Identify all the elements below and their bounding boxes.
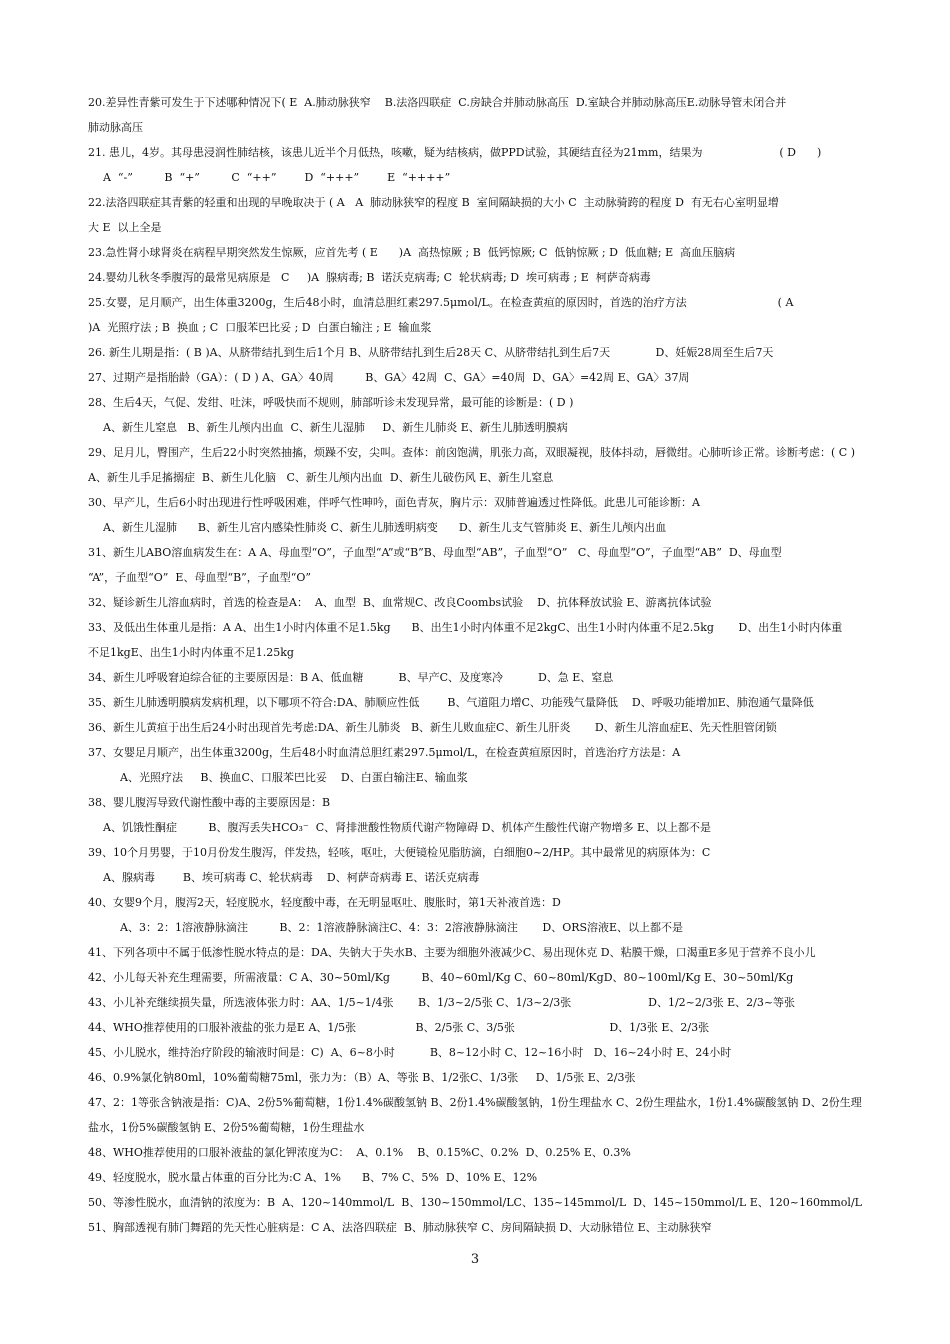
text-line: 26. 新生儿期是指：( B )A、从脐带结扎到生后1个月 B、从脐带结扎到生后28天 C、从脐带结扎到生后7天 D、妊娠28周至生后7天 [88, 346, 774, 359]
text-line: 28、生后4天，气促、发绀、吐沫，呼吸快而不规则，肺部听诊未发现异常，最可能的诊断是：( D ) [88, 396, 574, 409]
text-line: A、光照疗法 B、换血C、口服苯巴比妥 D、白蛋白输注E、输血浆 [120, 771, 468, 784]
text-line: 50、等渗性脱水，血清钠的浓度为：B A、120~140mmol/L B、130~150mmol/LC、135~145mmol/L D、145~150mmol/L E、120~160mmol/L [88, 1196, 862, 1209]
text-line: 45、小儿脱水，维持治疗阶段的输液时间是：C) A、6~8小时 B、8~12小时 C、12~16小时 D、16~24小时 E、24小时 [88, 1046, 732, 1059]
text-line: 47、2：1等张含钠液是指：C)A、2份5%葡萄糖，1份1.4%碳酸氢钠 B、2份1.4%碳酸氢钠，1份生理盐水 C、2份生理盐水，1份1.4%碳酸氢钠 D、2份生理 [88, 1096, 862, 1109]
text-line: 38、婴儿腹泻导致代谢性酸中毒的主要原因是：B [88, 796, 331, 809]
text-line: 24.婴幼儿秋冬季腹泻的最常见病原是 C )A 腺病毒; B 诺沃克病毒; C 轮状病毒; D 埃可病毒 ; E 柯萨奇病毒 [88, 271, 651, 284]
text-line: 36、新生儿黄疸于出生后24小时出现首先考虑:DA、新生儿肺炎 B、新生儿败血症C、新生儿肝炎 D、新生儿溶血症E、先天性胆管闭锁 [88, 721, 777, 734]
text-line: 大 E 以上全是 [88, 221, 162, 234]
text-line: 42、小儿每天补充生理需要，所需液量：C A、30~50ml/Kg B、40~60ml/Kg C、60~80ml/KgD、80~100ml/Kg E、30~50ml/Kg [88, 971, 794, 984]
text-line: 不足1kgE、出生1小时内体重不足1.25kg [88, 646, 294, 659]
text-line: A “-” B “+” C “++” D “+++” E “++++” [103, 171, 451, 184]
text-line: A、新生儿手足搐搦症 B、新生儿化脑 C、新生儿颅内出血 D、新生儿破伤风 E、新生儿窒息 [88, 471, 554, 484]
text-line: 27、过期产是指胎龄（GA）：( D ) A、GA〉40周 B、GA〉42周 C、GA〉=40周 D、GA〉=42周 E、GA〉37周 [88, 371, 690, 384]
text-line: 20.差异性青紫可发生于下述哪种情况下( E A.肺动脉狭窄 B.法洛四联症 C.房缺合并肺动脉高压 D.室缺合并肺动脉高压E.动脉导管未闭合并 [88, 96, 787, 109]
text-line: 31、新生儿ABO溶血病发生在：A A、母血型“O”，子血型“A”或“B”B、母血型“AB”，子血型“O” C、母血型“O”，子血型“AB” D、母血型 [88, 546, 782, 559]
text-line: 30、早产儿，生后6小时出现进行性呼吸困难，伴呼气性呻吟，面色青灰，胸片示：双肺普遍透过性降低。此患儿可能诊断：A [88, 496, 700, 509]
text-line: 39、10个月男婴，于10月份发生腹泻，伴发热，轻咳，呕吐，大便镜检见脂肪滴，白细胞0~2/HP。其中最常见的病原体为：C [88, 846, 711, 859]
text-line: 29、足月儿，臀围产，生后22小时突然抽搐，烦躁不安，尖叫。查体：前囟饱满，肌张力高，双眼凝视，肢体抖动，唇微绀。心肺听诊正常。诊断考虑：( C ) [88, 446, 855, 459]
text-line: 32、疑诊新生儿溶血病时，首选的检查是A： A、血型 B、血常规C、改良Coombs试验 D、抗体释放试验 E、游离抗体试验 [88, 596, 712, 609]
text-line: A、3：2：1溶液静脉滴注 B、2：1溶液静脉滴注C、4：3：2溶液静脉滴注 D、ORS溶液E、以上都不是 [120, 921, 684, 934]
text-line: A、腺病毒 B、埃可病毒 C、轮状病毒 D、柯萨奇病毒 E、诺沃克病毒 [103, 871, 480, 884]
text-line: 41、下列各项中不属于低渗性脱水特点的是：DA、失钠大于失水B、主要为细胞外液减少C、易出现休克 D、粘膜干燥，口渴重E多见于营养不良小儿 [88, 946, 816, 959]
text-line: 51、胸部透视有肺门舞蹈的先天性心脏病是：C A、法洛四联症 B、肺动脉狭窄 C、房间隔缺损 D、大动脉错位 E、主动脉狭窄 [88, 1221, 712, 1234]
text-line: 肺动脉高压 [88, 121, 143, 134]
text-line: 37、女婴足月顺产，出生体重3200g，生后48小时血清总胆红素297.5μmol/L，在检查黄疸原因时，首选治疗方法是：A [88, 746, 681, 759]
text-line: 25.女婴，足月顺产，出生体重3200g，生后48小时，血清总胆红素297.5μmol/L。在检查黄疸的原因时，首选的治疗方法 ( A [88, 296, 794, 309]
text-line: )A 光照疗法 ; B 换血 ; C 口服苯巴比妥 ; D 白蛋白输注 ; E 输血浆 [88, 321, 432, 334]
text-line: 35、新生儿肺透明膜病发病机理，以下哪项不符合:DA、肺顺应性低 B、气道阻力增C、功能残气量降低 D、呼吸功能增加E、肺泡通气量降低 [88, 696, 814, 709]
text-line: 23.急性肾小球肾炎在病程早期突然发生惊厥，应首先考 ( E )A 高热惊厥 ; B 低钙惊厥; C 低钠惊厥 ; D 低血糖; E 高血压脑病 [88, 246, 736, 259]
text-line: 21. 患儿，4岁。其母患浸润性肺结核，该患儿近半个月低热，咳嗽，疑为结核病，做PPD试验，其硬结直径为21mm，结果为 ( D ) [88, 146, 822, 159]
text-line: 40、女婴9个月，腹泻2天，轻度脱水，轻度酸中毒，在无明显呕吐、腹胀时，第1天补液首选：D [88, 896, 561, 909]
page-number: 3 [470, 1252, 480, 1267]
text-line: 46、0.9%氯化钠80ml，10%葡萄糖75ml，张力为：（B）A、等张 B、1/2张C、1/3张 D、1/5张 E、2/3张 [88, 1071, 636, 1084]
text-line: A、饥饿性酮症 B、腹泻丢失HCO₃⁻ C、肾排泄酸性物质代谢产物障碍 D、机体产生酸性代谢产物增多 E、以上都不是 [103, 821, 711, 834]
text-line: 48、WHO推荐使用的口服补液盐的氯化钾浓度为C： A、0.1% B、0.15%C、0.2% D、0.25% E、0.3% [88, 1146, 631, 1159]
text-line: A、新生儿湿肺 B、新生儿宫内感染性肺炎 C、新生儿肺透明病变 D、新生儿支气管肺炎 E、新生儿颅内出血 [103, 521, 667, 534]
text-line: 43、小儿补充继续损失量，所选液体张力时：AA、1/5~1/4张 B、1/3~2/5张 C、1/3~2/3张 D、1/2~2/3张 E、2/3~等张 [88, 996, 796, 1009]
text-line: A、新生儿窒息 B、新生儿颅内出血 C、新生儿湿肺 D、新生儿肺炎 E、新生儿肺透明膜病 [103, 421, 568, 434]
text-line: 44、WHO推荐使用的口服补液盐的张力是E A、1/5张 B、2/5张 C、3/5张 D、1/3张 E、2/3张 [88, 1021, 710, 1034]
text-line: 33、及低出生体重儿是指：A A、出生1小时内体重不足1.5kg B、出生1小时内体重不足2kgC、出生1小时内体重不足2.5kg D、出生1小时内体重 [88, 621, 843, 634]
text-line: 盐水，1份5%碳酸氢钠 E、2份5%葡萄糖，1份生理盐水 [88, 1121, 365, 1134]
text-line: 34、新生儿呼吸窘迫综合征的主要原因是：B A、低血糖 B、早产C、及度寒冷 D、急 E、窒息 [88, 671, 614, 684]
text-line: “A”，子血型“O” E、母血型“B”，子血型“O” [88, 571, 312, 584]
text-line: 49、轻度脱水，脱水量占体重的百分比为:C A、1% B、7% C、5% D、10% E、12% [88, 1171, 538, 1184]
text-line: 22.法洛四联症其青紫的轻重和出现的早晚取决于 ( A A 肺动脉狭窄的程度 B 室间隔缺损的大小 C 主动脉骑跨的程度 D 有无右心室明显增 [88, 196, 779, 209]
